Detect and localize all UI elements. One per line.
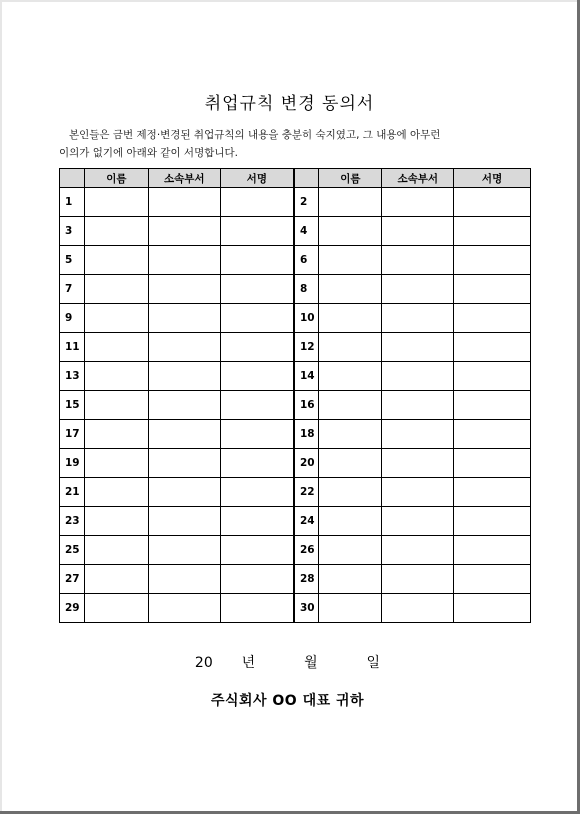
department-cell-right[interactable] [382,420,454,449]
name-cell-right[interactable] [319,304,382,333]
name-cell-right[interactable] [319,478,382,507]
department-cell-right[interactable] [382,362,454,391]
signature-cell-right[interactable] [454,362,531,391]
name-cell-right[interactable] [319,565,382,594]
department-cell-left[interactable] [148,420,220,449]
row-number-left: 9 [60,304,85,333]
signature-cell-right[interactable] [454,391,531,420]
row-number-left: 5 [60,246,85,275]
signature-cell-left[interactable] [220,478,294,507]
table-row [60,217,531,246]
date-month-label: 월 [304,655,318,671]
row-number-right: 12 [294,333,319,362]
table-row [60,188,531,217]
name-cell-right[interactable] [319,391,382,420]
name-cell-left[interactable] [84,507,148,536]
row-number-right: 2 [294,188,319,217]
row-number-left: 7 [60,275,85,304]
row-number-left: 3 [60,217,85,246]
signature-cell-right[interactable] [454,565,531,594]
row-number-left: 21 [60,478,85,507]
name-cell-left[interactable] [84,217,148,246]
name-cell-right[interactable] [319,449,382,478]
department-cell-right[interactable] [382,333,454,362]
row-number-right: 20 [294,449,319,478]
signature-cell-left[interactable] [220,362,294,391]
name-cell-left[interactable] [84,478,148,507]
name-cell-left[interactable] [84,246,148,275]
signature-cell-left[interactable] [220,188,294,217]
name-cell-right[interactable] [319,275,382,304]
table-row [60,420,531,449]
intro-line-2: 이의가 없기에 아래와 같이 서명합니다. [59,147,238,159]
department-cell-left[interactable] [148,507,220,536]
row-number-right: 14 [294,362,319,391]
row-number-right: 6 [294,246,319,275]
header-name-left: 이름 [84,169,148,188]
signature-cell-right[interactable] [454,246,531,275]
name-cell-left[interactable] [84,275,148,304]
row-number-right: 18 [294,420,319,449]
signature-cell-left[interactable] [220,594,294,623]
name-cell-right[interactable] [319,507,382,536]
signature-cell-right[interactable] [454,304,531,333]
table-row [60,478,531,507]
signature-cell-left[interactable] [220,507,294,536]
name-cell-right[interactable] [319,420,382,449]
signature-cell-left[interactable] [220,246,294,275]
table-row [60,565,531,594]
header-number-left [60,169,85,188]
signature-cell-right[interactable] [454,333,531,362]
row-number-left: 15 [60,391,85,420]
name-cell-left[interactable] [84,449,148,478]
header-department-left: 소속부서 [148,169,220,188]
name-cell-right[interactable] [319,594,382,623]
signature-table-header [60,169,531,188]
name-cell-left[interactable] [84,333,148,362]
row-number-left: 19 [60,449,85,478]
name-cell-left[interactable] [84,594,148,623]
name-cell-left[interactable] [84,304,148,333]
row-number-left: 1 [60,188,85,217]
date-day-label: 일 [366,655,381,671]
table-row [60,362,531,391]
department-cell-right[interactable] [382,246,454,275]
date-line [0,652,575,672]
department-cell-right[interactable] [382,391,454,420]
date-year-label: 년 [241,655,256,671]
signature-cell-left[interactable] [220,333,294,362]
department-cell-right[interactable] [382,478,454,507]
signature-cell-right[interactable] [454,275,531,304]
row-number-right: 10 [294,304,319,333]
header-signature-left: 서명 [220,169,294,188]
department-cell-left[interactable] [148,478,220,507]
row-number-right: 22 [294,478,319,507]
department-cell-left[interactable] [148,188,220,217]
department-cell-right[interactable] [382,217,454,246]
row-number-right: 24 [294,507,319,536]
department-cell-right[interactable] [382,565,454,594]
table-row [60,304,531,333]
signature-cell-left[interactable] [220,304,294,333]
row-number-right: 26 [294,536,319,565]
addressee-line: 주식회사 OO 대표 귀하 [210,693,365,709]
row-number-left: 27 [60,565,85,594]
header-department-right: 소속부서 [382,169,454,188]
department-cell-left[interactable] [148,304,220,333]
department-cell-right[interactable] [382,536,454,565]
table-row [60,246,531,275]
row-number-right: 28 [294,565,319,594]
row-number-left: 25 [60,536,85,565]
signature-cell-left[interactable] [220,275,294,304]
row-number-left: 17 [60,420,85,449]
name-cell-left[interactable] [84,565,148,594]
header-signature-right: 서명 [454,169,531,188]
header-name-right: 이름 [319,169,382,188]
signature-cell-right[interactable] [454,507,531,536]
row-number-right: 30 [294,594,319,623]
header-number-right [294,169,319,188]
table-row [60,507,531,536]
table-row [60,275,531,304]
name-cell-left[interactable] [84,362,148,391]
signature-table [59,168,531,623]
row-number-right: 4 [294,217,319,246]
department-cell-right[interactable] [382,304,454,333]
row-number-left: 13 [60,362,85,391]
department-cell-left[interactable] [148,362,220,391]
signature-cell-right[interactable] [454,536,531,565]
signature-cell-left[interactable] [220,536,294,565]
signature-cell-right[interactable] [454,188,531,217]
signature-cell-left[interactable] [220,217,294,246]
date-year-prefix: 20 [194,655,213,671]
department-cell-left[interactable] [148,217,220,246]
signature-cell-left[interactable] [220,391,294,420]
department-cell-left[interactable] [148,594,220,623]
name-cell-left[interactable] [84,391,148,420]
department-cell-left[interactable] [148,246,220,275]
department-cell-right[interactable] [382,507,454,536]
table-row [60,449,531,478]
name-cell-right[interactable] [319,188,382,217]
name-cell-right[interactable] [319,536,382,565]
document-title: 취업규칙 변경 동의서 [204,94,375,114]
department-cell-left[interactable] [148,565,220,594]
intro-paragraph [59,126,531,162]
department-cell-right[interactable] [382,449,454,478]
department-cell-left[interactable] [148,391,220,420]
department-cell-left[interactable] [148,333,220,362]
department-cell-left[interactable] [148,536,220,565]
name-cell-right[interactable] [319,362,382,391]
row-number-left: 23 [60,507,85,536]
intro-line-1: 본인들은 금번 제정·변경된 취업규칙의 내용을 충분히 숙지였고, 그 내용에 아무런 [69,129,441,141]
name-cell-right[interactable] [319,246,382,275]
row-number-left: 29 [60,594,85,623]
signature-table-body [60,188,531,623]
signature-cell-right[interactable] [454,420,531,449]
name-cell-right[interactable] [319,217,382,246]
department-cell-right[interactable] [382,275,454,304]
table-row [60,333,531,362]
name-cell-left[interactable] [84,536,148,565]
department-cell-left[interactable] [148,275,220,304]
signature-cell-left[interactable] [220,449,294,478]
signature-cell-right[interactable] [454,478,531,507]
row-number-right: 16 [294,391,319,420]
signature-cell-right[interactable] [454,449,531,478]
signature-cell-left[interactable] [220,420,294,449]
name-cell-left[interactable] [84,420,148,449]
row-number-right: 8 [294,275,319,304]
signature-cell-left[interactable] [220,565,294,594]
table-row [60,391,531,420]
row-number-left: 11 [60,333,85,362]
table-row [60,536,531,565]
signature-cell-right[interactable] [454,594,531,623]
name-cell-left[interactable] [84,188,148,217]
name-cell-right[interactable] [319,333,382,362]
table-row [60,594,531,623]
department-cell-right[interactable] [382,188,454,217]
signature-cell-right[interactable] [454,217,531,246]
department-cell-left[interactable] [148,449,220,478]
department-cell-right[interactable] [382,594,454,623]
